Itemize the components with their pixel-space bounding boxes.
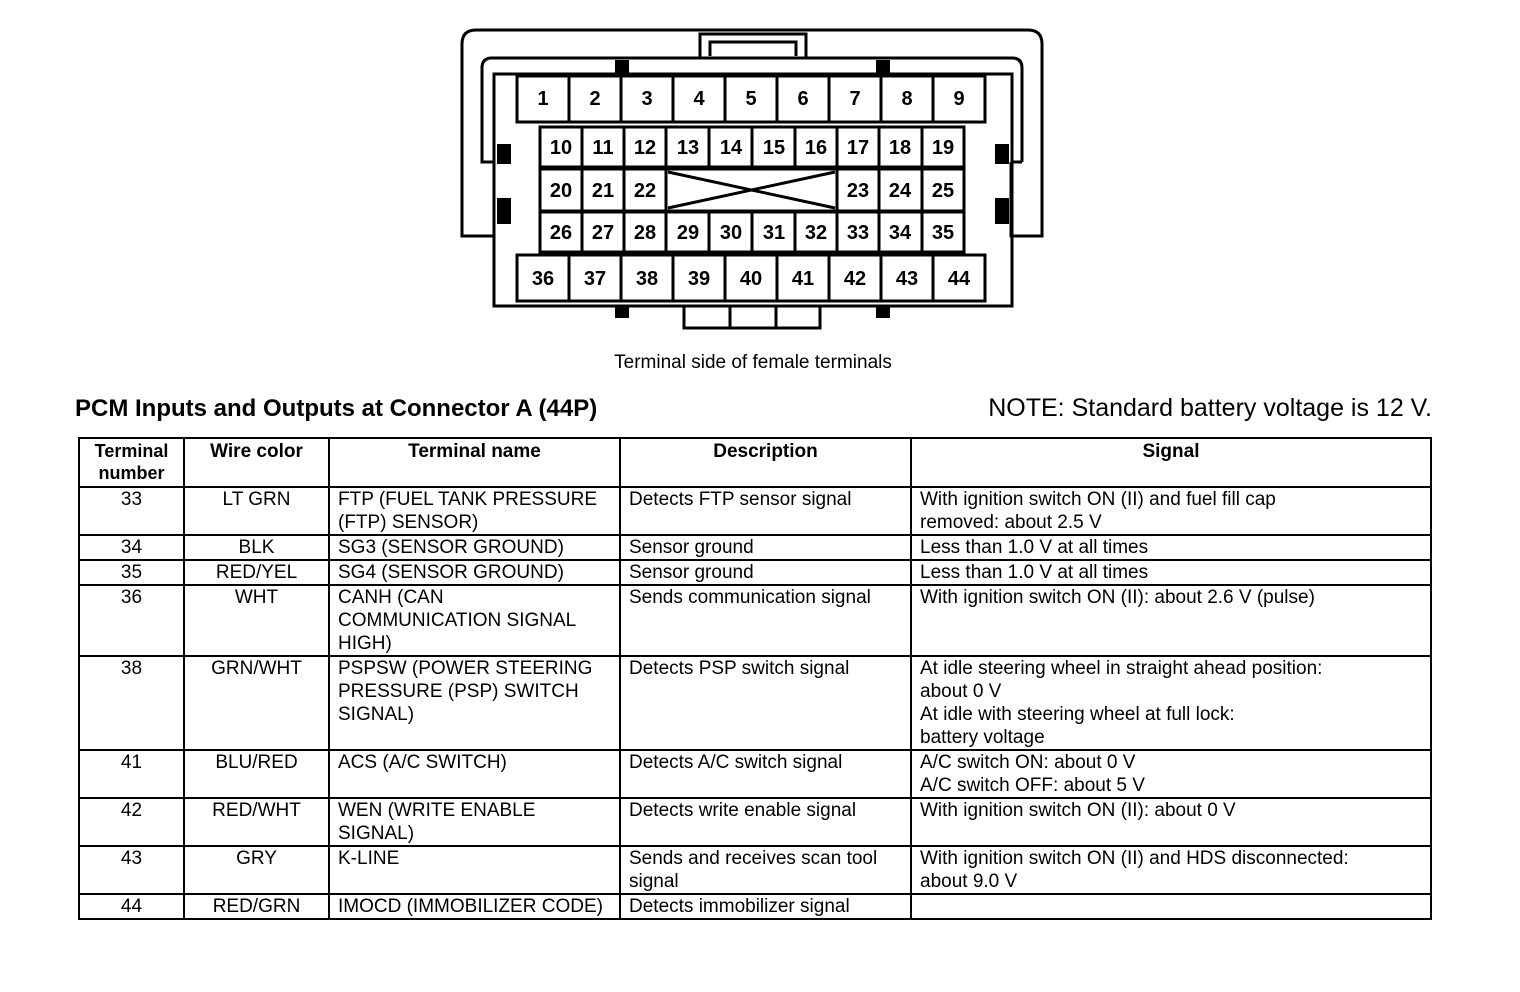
wire-color-cell: RED/WHT [184,798,329,846]
pin-label: 2 [589,88,601,110]
terminal-cell: 38 [79,656,184,750]
pin-label: 4 [693,88,705,110]
signal-line: With ignition switch ON (II): about 2.6 V (pulse) [920,587,1315,608]
signal-cell [911,535,1431,560]
signal-line: With ignition switch ON (II) and fuel fill cap [920,489,1276,510]
description-cell: Sensor ground [620,560,911,585]
signal-cell [911,560,1431,585]
pin-label: 31 [762,222,786,244]
connector-diagram [0,0,1520,350]
terminal-name-cell: CANH (CAN COMMUNICATION SIGNAL HIGH) [329,585,620,656]
terminal-name-cell: ACS (A/C SWITCH) [329,750,620,798]
signal-line: At idle with steering wheel at full lock: [920,704,1235,725]
table-row [79,487,1431,535]
pin-label: 21 [591,180,615,202]
signal-line: Less than 1.0 V at all times [920,562,1149,583]
pin-label: 42 [843,268,867,290]
pin-label: 24 [888,180,912,202]
pin-label: 44 [947,268,971,290]
wire-color-cell: GRN/WHT [184,656,329,750]
signal-line: about 0 V [920,681,1002,702]
pin-label: 10 [549,137,573,159]
terminal-cell: 41 [79,750,184,798]
pin-label: 27 [591,222,615,244]
terminal-name-cell: SG4 (SENSOR GROUND) [329,560,620,585]
battery-note: NOTE: Standard battery voltage is 12 V. [988,394,1432,422]
terminal-name-cell: WEN (WRITE ENABLE SIGNAL) [329,798,620,846]
terminal-cell: 35 [79,560,184,585]
signal-line: With ignition switch ON (II) and HDS disconnected: [920,848,1349,869]
pin-label: 7 [849,88,861,110]
pin-label: 32 [804,222,828,244]
terminal-name-cell: K-LINE [329,846,620,894]
table-row [79,535,1431,560]
table-row [79,846,1431,894]
terminal-name-cell: SG3 (SENSOR GROUND) [329,535,620,560]
pin-label: 13 [676,137,700,159]
table-row [79,656,1431,750]
pin-label: 6 [797,88,809,110]
header-signal: Signal [911,438,1431,487]
pin-label: 40 [739,268,763,290]
page-title: PCM Inputs and Outputs at Connector A (44P) [75,395,598,422]
signal-cell [911,846,1431,894]
wire-color-cell: RED/YEL [184,560,329,585]
terminal-cell: 36 [79,585,184,656]
description-cell: Sends communication signal [620,585,911,656]
pin-label: 15 [762,137,786,159]
pin-label: 36 [531,268,555,290]
pin-label: 22 [633,180,657,202]
signal-cell [911,894,1431,919]
pin-label: 28 [633,222,657,244]
pin-label: 20 [549,180,573,202]
pin-label: 8 [901,88,913,110]
wire-color-cell: GRY [184,846,329,894]
pin-label: 33 [846,222,870,244]
header-terminal-name: Terminal name [329,438,620,487]
signal-line: battery voltage [920,727,1045,748]
pin-label: 12 [633,137,657,159]
pin-label: 29 [676,222,700,244]
pin-label: 11 [592,137,614,159]
pin-label: 41 [791,268,815,290]
terminal-cell: 42 [79,798,184,846]
signal-cell [911,656,1431,750]
pin-label: 43 [895,268,919,290]
description-cell: Sensor ground [620,535,911,560]
terminal-name-cell: PSPSW (POWER STEERING PRESSURE (PSP) SWITCH SIGNAL) [329,656,620,750]
signal-cell [911,487,1431,535]
header-terminal-number: Terminal number [79,438,184,487]
terminal-name-cell: IMOCD (IMMOBILIZER CODE) [329,894,620,919]
pin-label: 34 [888,222,912,244]
wire-color-cell: RED/GRN [184,894,329,919]
signal-line: A/C switch OFF: about 5 V [920,775,1145,796]
pin-label: 23 [846,180,870,202]
pin-label: 17 [846,137,870,159]
signal-cell [911,798,1431,846]
connector-caption: Terminal side of female terminals [614,352,892,373]
signal-line: A/C switch ON: about 0 V [920,752,1136,773]
description-cell: Detects write enable signal [620,798,911,846]
pin-label: 14 [719,137,743,159]
wire-color-cell: BLK [184,535,329,560]
signal-line: removed: about 2.5 V [920,512,1102,533]
terminal-cell: 34 [79,535,184,560]
pin-label: 5 [745,88,757,110]
signal-cell [911,750,1431,798]
pin-label: 26 [549,222,573,244]
pin-label: 37 [583,268,607,290]
pin-label: 35 [931,222,955,244]
signal-line: about 9.0 V [920,871,1018,892]
description-cell: Detects PSP switch signal [620,656,911,750]
wire-color-cell: LT GRN [184,487,329,535]
pin-label: 9 [953,88,965,110]
table-row [79,894,1431,919]
pin-label: 16 [804,137,828,159]
pin-label: 19 [931,137,955,159]
description-cell: Sends and receives scan tool signal [620,846,911,894]
pin-label: 39 [687,268,711,290]
pin-label: 30 [719,222,743,244]
description-cell: Detects FTP sensor signal [620,487,911,535]
terminal-name-cell: FTP (FUEL TANK PRESSURE (FTP) SENSOR) [329,487,620,535]
signal-line: With ignition switch ON (II): about 0 V [920,800,1236,821]
signal-line: Less than 1.0 V at all times [920,537,1149,558]
pinout-table [78,437,1432,920]
table-row [79,750,1431,798]
pin-label: 1 [537,88,549,110]
pin-label: 25 [931,180,955,202]
wire-color-cell: WHT [184,585,329,656]
terminal-cell: 33 [79,487,184,535]
description-cell: Detects immobilizer signal [620,894,911,919]
pin-label: 38 [635,268,659,290]
table-row [79,585,1431,656]
table-row [79,798,1431,846]
table-row [79,560,1431,585]
terminal-cell: 43 [79,846,184,894]
header-wire-color: Wire color [184,438,329,487]
wire-color-cell: BLU/RED [184,750,329,798]
table-header-row [79,438,1431,487]
pin-label: 18 [888,137,912,159]
description-cell: Detects A/C switch signal [620,750,911,798]
pin-label: 3 [641,88,653,110]
signal-cell [911,585,1431,656]
terminal-cell: 44 [79,894,184,919]
header-description: Description [620,438,911,487]
signal-line: At idle steering wheel in straight ahead position: [920,658,1323,679]
